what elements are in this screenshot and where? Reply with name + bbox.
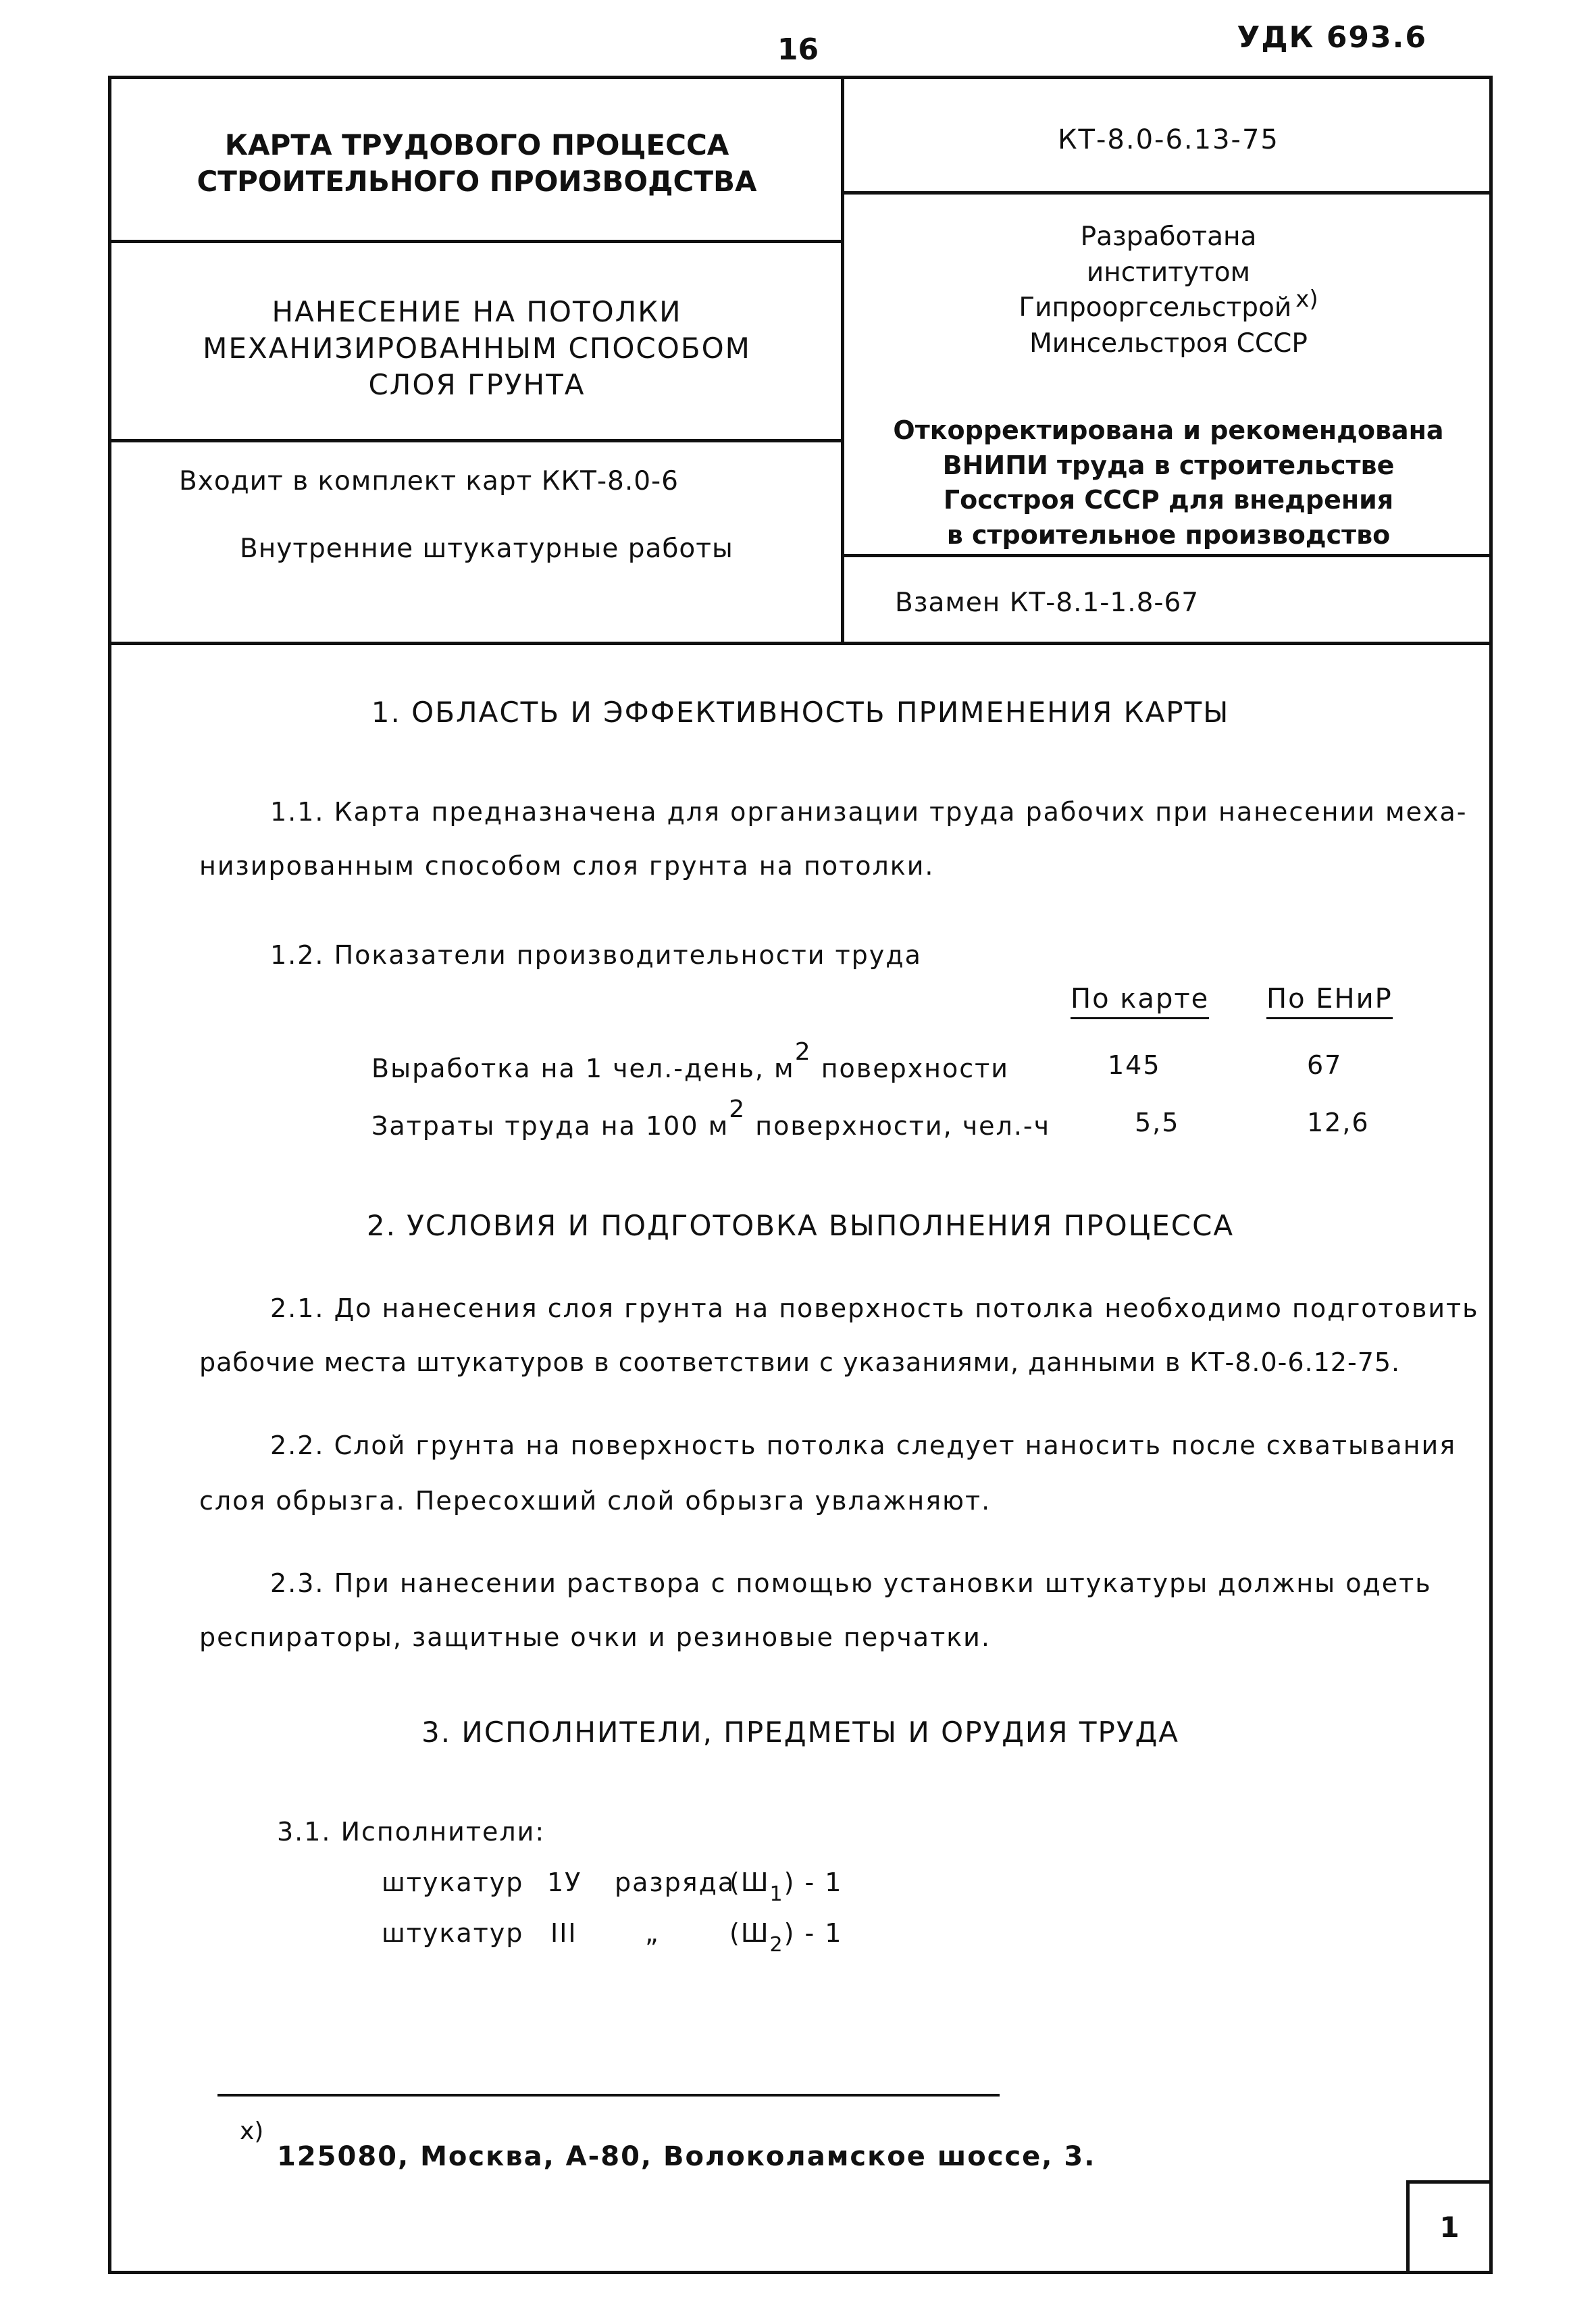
- developer-info: [848, 220, 1489, 362]
- developer-line: Гипрооргсельстрой: [1019, 292, 1292, 324]
- worker-role: штукатур: [382, 1918, 524, 1948]
- paragraph-2-3-line: 2.3. При нанесении раствора с помощью установки штукатуры должны одеть: [270, 1568, 1432, 1598]
- developer-line: Минсельстроя СССР: [1029, 328, 1308, 359]
- footnote-divider: [217, 2094, 1000, 2097]
- table-header-card-label: По карте: [1071, 983, 1209, 1019]
- paragraph-1-2: 1.2. Показатели производительности труда: [270, 940, 922, 970]
- card-subject: [111, 294, 842, 403]
- header-rule: [108, 240, 844, 243]
- table-header-card: [1071, 983, 1209, 1015]
- worker-count: ) - 1: [783, 1918, 843, 1948]
- worker-code-text: (Ш: [729, 1868, 770, 1897]
- paragraph-2-2-line: слоя обрызга. Пересохший слой обрызга увлажняют.: [199, 1486, 992, 1516]
- worker-grade-word: „: [645, 1918, 660, 1948]
- unit-exponent: 2: [729, 1096, 746, 1123]
- worker-role: штукатур: [382, 1868, 524, 1897]
- table-header-enir: [1266, 983, 1393, 1015]
- unit-exponent: 2: [794, 1038, 812, 1066]
- worker-code: [729, 1918, 843, 1957]
- developer-line: институтом: [1086, 257, 1251, 288]
- row-label-text: Затраты труда на 100 м: [371, 1111, 729, 1141]
- table-cell-value: 5,5: [1135, 1108, 1180, 1137]
- table-header-enir-label: По ЕНиР: [1266, 983, 1393, 1019]
- section-2-heading: 2. УСЛОВИЯ И ПОДГОТОВКА ВЫПОЛНЕНИЯ ПРОЦЕССА: [366, 1209, 1235, 1242]
- header-rule: [844, 191, 1493, 195]
- page-number: 16: [777, 32, 819, 67]
- footnote-mark: х): [240, 2117, 264, 2145]
- row-label-text: поверхности, чел.-ч: [746, 1111, 1051, 1141]
- correction-info: [848, 413, 1489, 553]
- card-title-line: КАРТА ТРУДОВОГО ПРОЦЕССА: [224, 128, 729, 161]
- table-cell-value: 67: [1307, 1050, 1343, 1080]
- header-bottom-rule: [108, 642, 1493, 645]
- correction-line: ВНИПИ труда в строительстве: [942, 450, 1395, 480]
- section-1-heading: 1. ОБЛАСТЬ И ЭФФЕКТИВНОСТЬ ПРИМЕНЕНИЯ КАРТЫ: [371, 696, 1230, 729]
- worker-grade: III: [550, 1918, 577, 1948]
- card-subject-line: МЕХАНИЗИРОВАННЫМ СПОСОБОМ: [203, 331, 751, 365]
- correction-line: в строительное производство: [946, 520, 1391, 550]
- paragraph-2-1-line: рабочие места штукатуров в соответствии с указаниями, данными в КТ-8.0-6.12-75.: [199, 1347, 1401, 1377]
- footnote-ref: х): [1295, 286, 1318, 313]
- worker-grade-word: разряда: [615, 1868, 736, 1897]
- paragraph-2-1-line: 2.1. До нанесения слоя грунта на поверхность потолка необходимо подготовить: [270, 1293, 1479, 1323]
- section-3-heading: 3. ИСПОЛНИТЕЛИ, ПРЕДМЕТЫ И ОРУДИЯ ТРУДА: [421, 1716, 1179, 1749]
- paragraph-1-1-line: низированным способом слоя грунта на потолки.: [199, 851, 935, 881]
- card-code: КТ-8.0-6.13-75: [1058, 124, 1279, 155]
- card-title-line: СТРОИТЕЛЬНОГО ПРОИЗВОДСТВА: [197, 164, 757, 198]
- udk-code: УДК 693.6: [1237, 20, 1427, 55]
- paragraph-2-2-line: 2.2. Слой грунта на поверхность потолка следует наносить после схватывания: [270, 1431, 1457, 1460]
- row-label-text: поверхности: [811, 1054, 1009, 1083]
- worker-count: ) - 1: [783, 1868, 843, 1897]
- header-rule: [844, 554, 1493, 557]
- correction-line: Госстроя СССР для внедрения: [943, 485, 1394, 515]
- worker-code-index: 1: [769, 1882, 784, 1906]
- row-label-text: Выработка на 1 чел.-день, м: [371, 1054, 795, 1083]
- worker-grade: 1У: [547, 1868, 582, 1897]
- card-title: [111, 127, 842, 200]
- footnote-text: 125080, Москва, А-80, Волоколамское шоссе, 3.: [277, 2141, 1096, 2172]
- sheet-number-box: 1: [1406, 2180, 1493, 2274]
- paragraph-1-1-line: 1.1. Карта предназначена для организации труда рабочих при нанесении меха-: [270, 797, 1468, 827]
- developer-line: Разработана: [1080, 222, 1257, 252]
- paragraph-2-3-line: респираторы, защитные очки и резиновые перчатки.: [199, 1622, 991, 1652]
- table-row-label: [371, 1096, 1051, 1142]
- worker-code: [729, 1868, 843, 1906]
- table-cell-value: 12,6: [1307, 1108, 1370, 1137]
- paragraph-3-1: 3.1. Исполнители:: [277, 1817, 546, 1847]
- correction-line: Откорректирована и рекомендована: [893, 415, 1444, 445]
- worker-code-index: 2: [769, 1933, 784, 1957]
- replaces-info: Взамен КТ-8.1-1.8-67: [895, 588, 1200, 618]
- kit-info: Входит в комплект карт ККТ-8.0-6: [179, 466, 679, 496]
- card-subject-line: НАНЕСЕНИЕ НА ПОТОЛКИ: [272, 295, 682, 328]
- worker-code-text: (Ш: [729, 1918, 770, 1948]
- kit-subtitle: Внутренние штукатурные работы: [240, 534, 733, 564]
- table-cell-value: 145: [1108, 1050, 1161, 1080]
- table-row-label: [371, 1038, 1009, 1085]
- header-rule: [108, 439, 844, 442]
- card-subject-line: СЛОЯ ГРУНТА: [368, 367, 586, 401]
